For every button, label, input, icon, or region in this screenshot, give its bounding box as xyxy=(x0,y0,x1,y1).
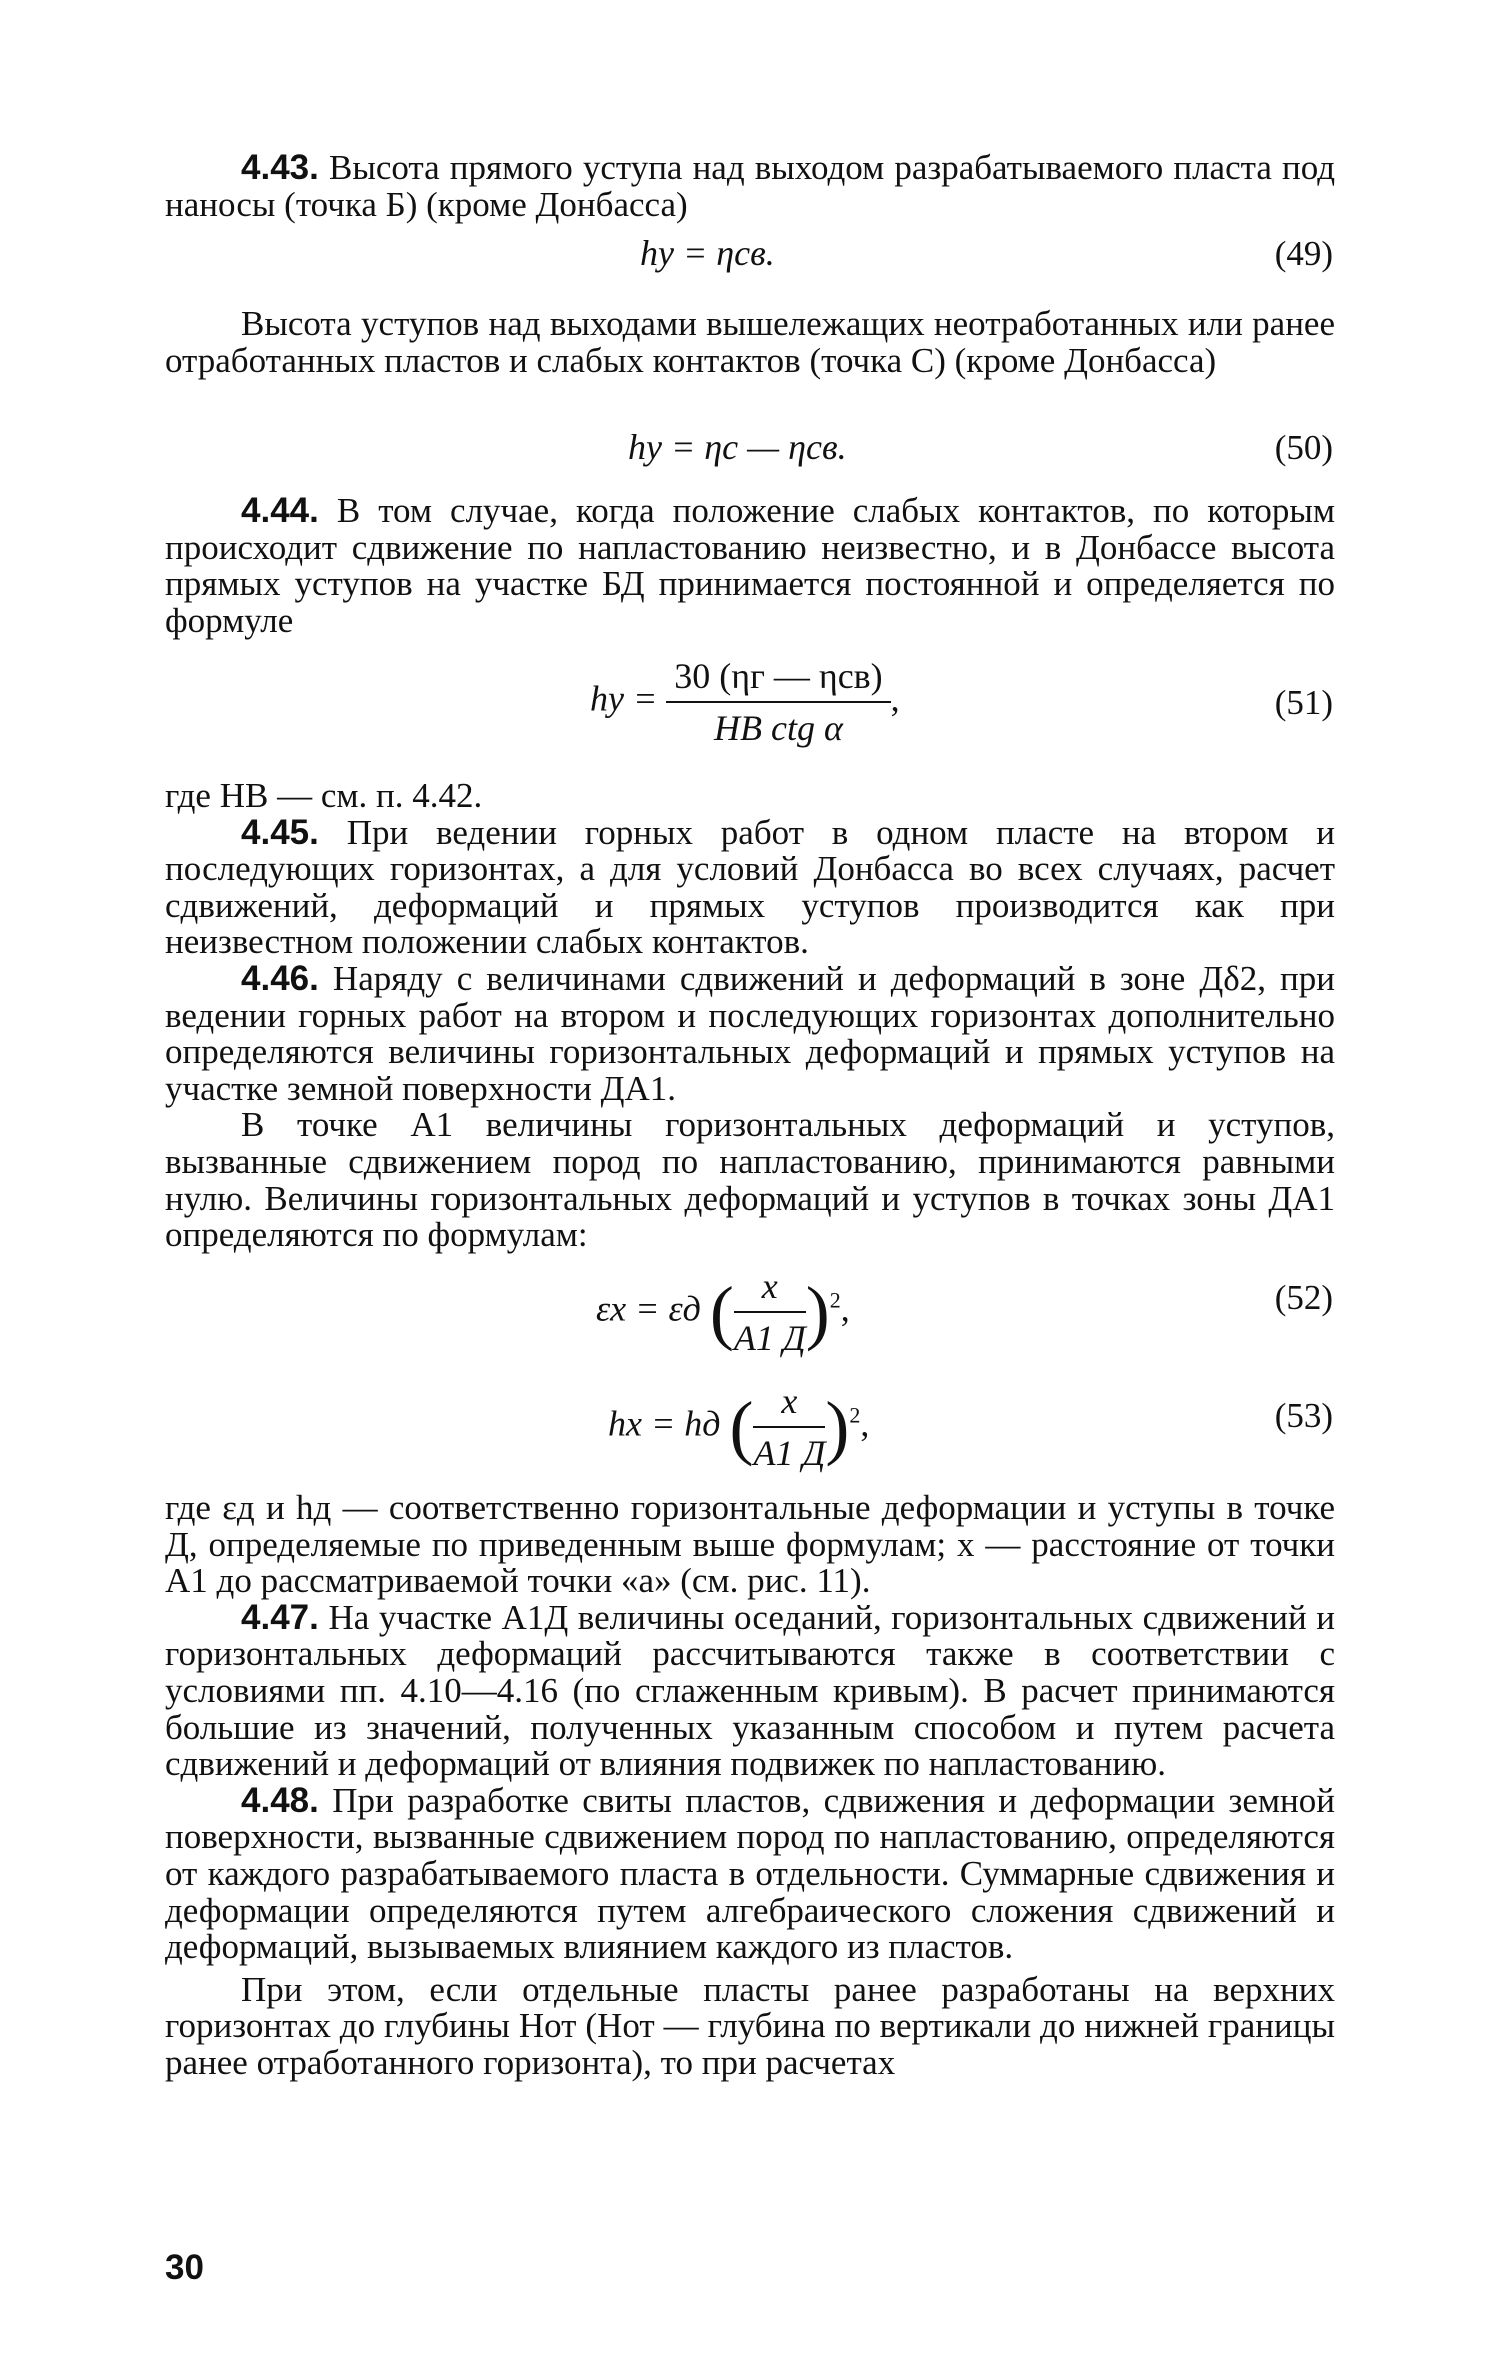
paragraph-text: В точке А1 величины горизонтальных деформаций и уступов, вызванные сдвижением пород по напластованию, принимаются равными нулю. Величины горизонтальных деформаций и уступов в точках зоны ДА1 определяются по формулам: xyxy=(165,1105,1335,1255)
left-paren: ( xyxy=(709,1272,734,1352)
exponent: 2 xyxy=(829,1287,841,1313)
formula-53 xyxy=(608,1380,869,1474)
formula-tail: , xyxy=(890,678,900,719)
formula-51 xyxy=(590,655,900,749)
section-number: 4.48. xyxy=(241,1780,319,1820)
paragraph-text: При этом, если отдельные пласты ранее разработаны на верхних горизонтах до глубины Hот (Hот — глубина по вертикали до нижней границы ранее отработанного горизонта), то при расчетах xyxy=(165,1969,1335,2082)
page-number: 30 xyxy=(165,2248,204,2287)
paragraph-text: При разработке свиты пластов, сдвижения и деформации земной поверхности, вызванные сдвижением пород по напластованию, определяются от каждого разрабатываемого пласта в отдельности. Суммарные сдвижения и деформации определяются путем алгебраического сложения сдвижений и деформаций, вызываемых влиянием каждого из пластов. xyxy=(165,1780,1336,1967)
formula-lhs: hу = xyxy=(590,678,658,719)
section-number: 4.47. xyxy=(241,1597,319,1637)
formula-tail: , xyxy=(840,1288,850,1329)
left-paren: ( xyxy=(729,1387,754,1467)
equation-number-49: (49) xyxy=(1274,234,1333,273)
fraction-denominator: A1 Д xyxy=(733,1318,806,1358)
formula-tail: , xyxy=(860,1403,870,1444)
formula-50: hу = ηс — ηсв. xyxy=(628,427,847,467)
fraction-denominator: HB ctg α xyxy=(714,708,843,748)
equation-number-53: (53) xyxy=(1274,1396,1333,1435)
section-number: 4.43. xyxy=(241,148,319,187)
right-paren: ) xyxy=(805,1272,830,1352)
fraction-numerator: 30 (ηг — ηсв) xyxy=(666,655,890,703)
paragraph-text: Высота прямого уступа над выходом разрабатываемого пласта под наносы (точка Б) (кроме Донбасса) xyxy=(165,148,1336,224)
equation-number-50: (50) xyxy=(1274,428,1333,467)
paragraph-4-43 xyxy=(165,150,1335,223)
paragraph-4-44 xyxy=(165,493,1335,639)
exponent: 2 xyxy=(849,1402,861,1428)
equation-number-51: (51) xyxy=(1274,683,1333,722)
section-number: 4.46. xyxy=(241,958,319,998)
formula-lhs: εx = εд xyxy=(596,1288,701,1329)
fraction xyxy=(734,1265,806,1359)
paragraph-text: На участке А1Д величины оседаний, горизонтальных сдвижений и горизонтальных деформаций рассчитываются также в соответствии с условиями пп. 4.10—4.16 (по сглаженным кривым). В расчет принимаются большие из значений, полученных указанным способом и путем расчета сдвижений и деформаций от влияния подвижек по напластованию. xyxy=(165,1597,1336,1784)
right-paren: ) xyxy=(825,1387,850,1467)
equation-number-52: (52) xyxy=(1274,1278,1333,1317)
paragraph-block-4-47-4-48 xyxy=(165,1490,1335,2082)
formula-52 xyxy=(596,1265,850,1359)
fraction-denominator: A1 Д xyxy=(753,1433,826,1473)
section-number: 4.45. xyxy=(241,812,319,852)
paragraph-text: При ведении горных работ в одном пласте на втором и последующих горизонтах, а для условий Донбасса во всех случаях, расчет сдвижений, деформаций и прямых уступов производится как при неизвестном положении слабых контактов. xyxy=(165,812,1335,962)
paragraph-weak-contacts xyxy=(165,306,1335,379)
paragraph-text: Высота уступов над выходами вышележащих неотработанных или ранее отработанных пластов и слабых контактов (точка С) (кроме Донбасса) xyxy=(165,304,1335,380)
formula-49: hу = ηсв. xyxy=(640,233,775,273)
formula-lhs: hx = hд xyxy=(608,1403,721,1444)
paragraph-text: Наряду с величинами сдвижений и деформаций в зоне Дδ2, при ведении горных работ на втором и последующих горизонтах дополнительно определяются величины горизонтальных деформаций и прямых уступов на участке земной поверхности ДА1. xyxy=(165,958,1335,1108)
paragraph-text: где εд и hд — соответственно горизонтальные деформации и уступы в точке Д, определяемые по приведенным выше формулам; x — расстояние от точки А1 до рассматриваемой точки «а» (см. рис. 11). xyxy=(165,1488,1335,1601)
fraction-numerator: x xyxy=(753,1380,825,1428)
fraction xyxy=(753,1380,825,1474)
paragraph-block-4-45-4-46 xyxy=(165,778,1335,1254)
section-number: 4.44. xyxy=(241,491,319,530)
paragraph-text: где HB — см. п. 4.42. xyxy=(165,776,483,815)
paragraph-text: В том случае, когда положение слабых контактов, по которым происходит сдвижение по напластованию неизвестно, и в Донбассе высота прямых уступов на участке БД принимается постоянной и определяется по формуле xyxy=(165,491,1336,640)
fraction xyxy=(666,655,890,749)
fraction-numerator: x xyxy=(734,1265,806,1313)
